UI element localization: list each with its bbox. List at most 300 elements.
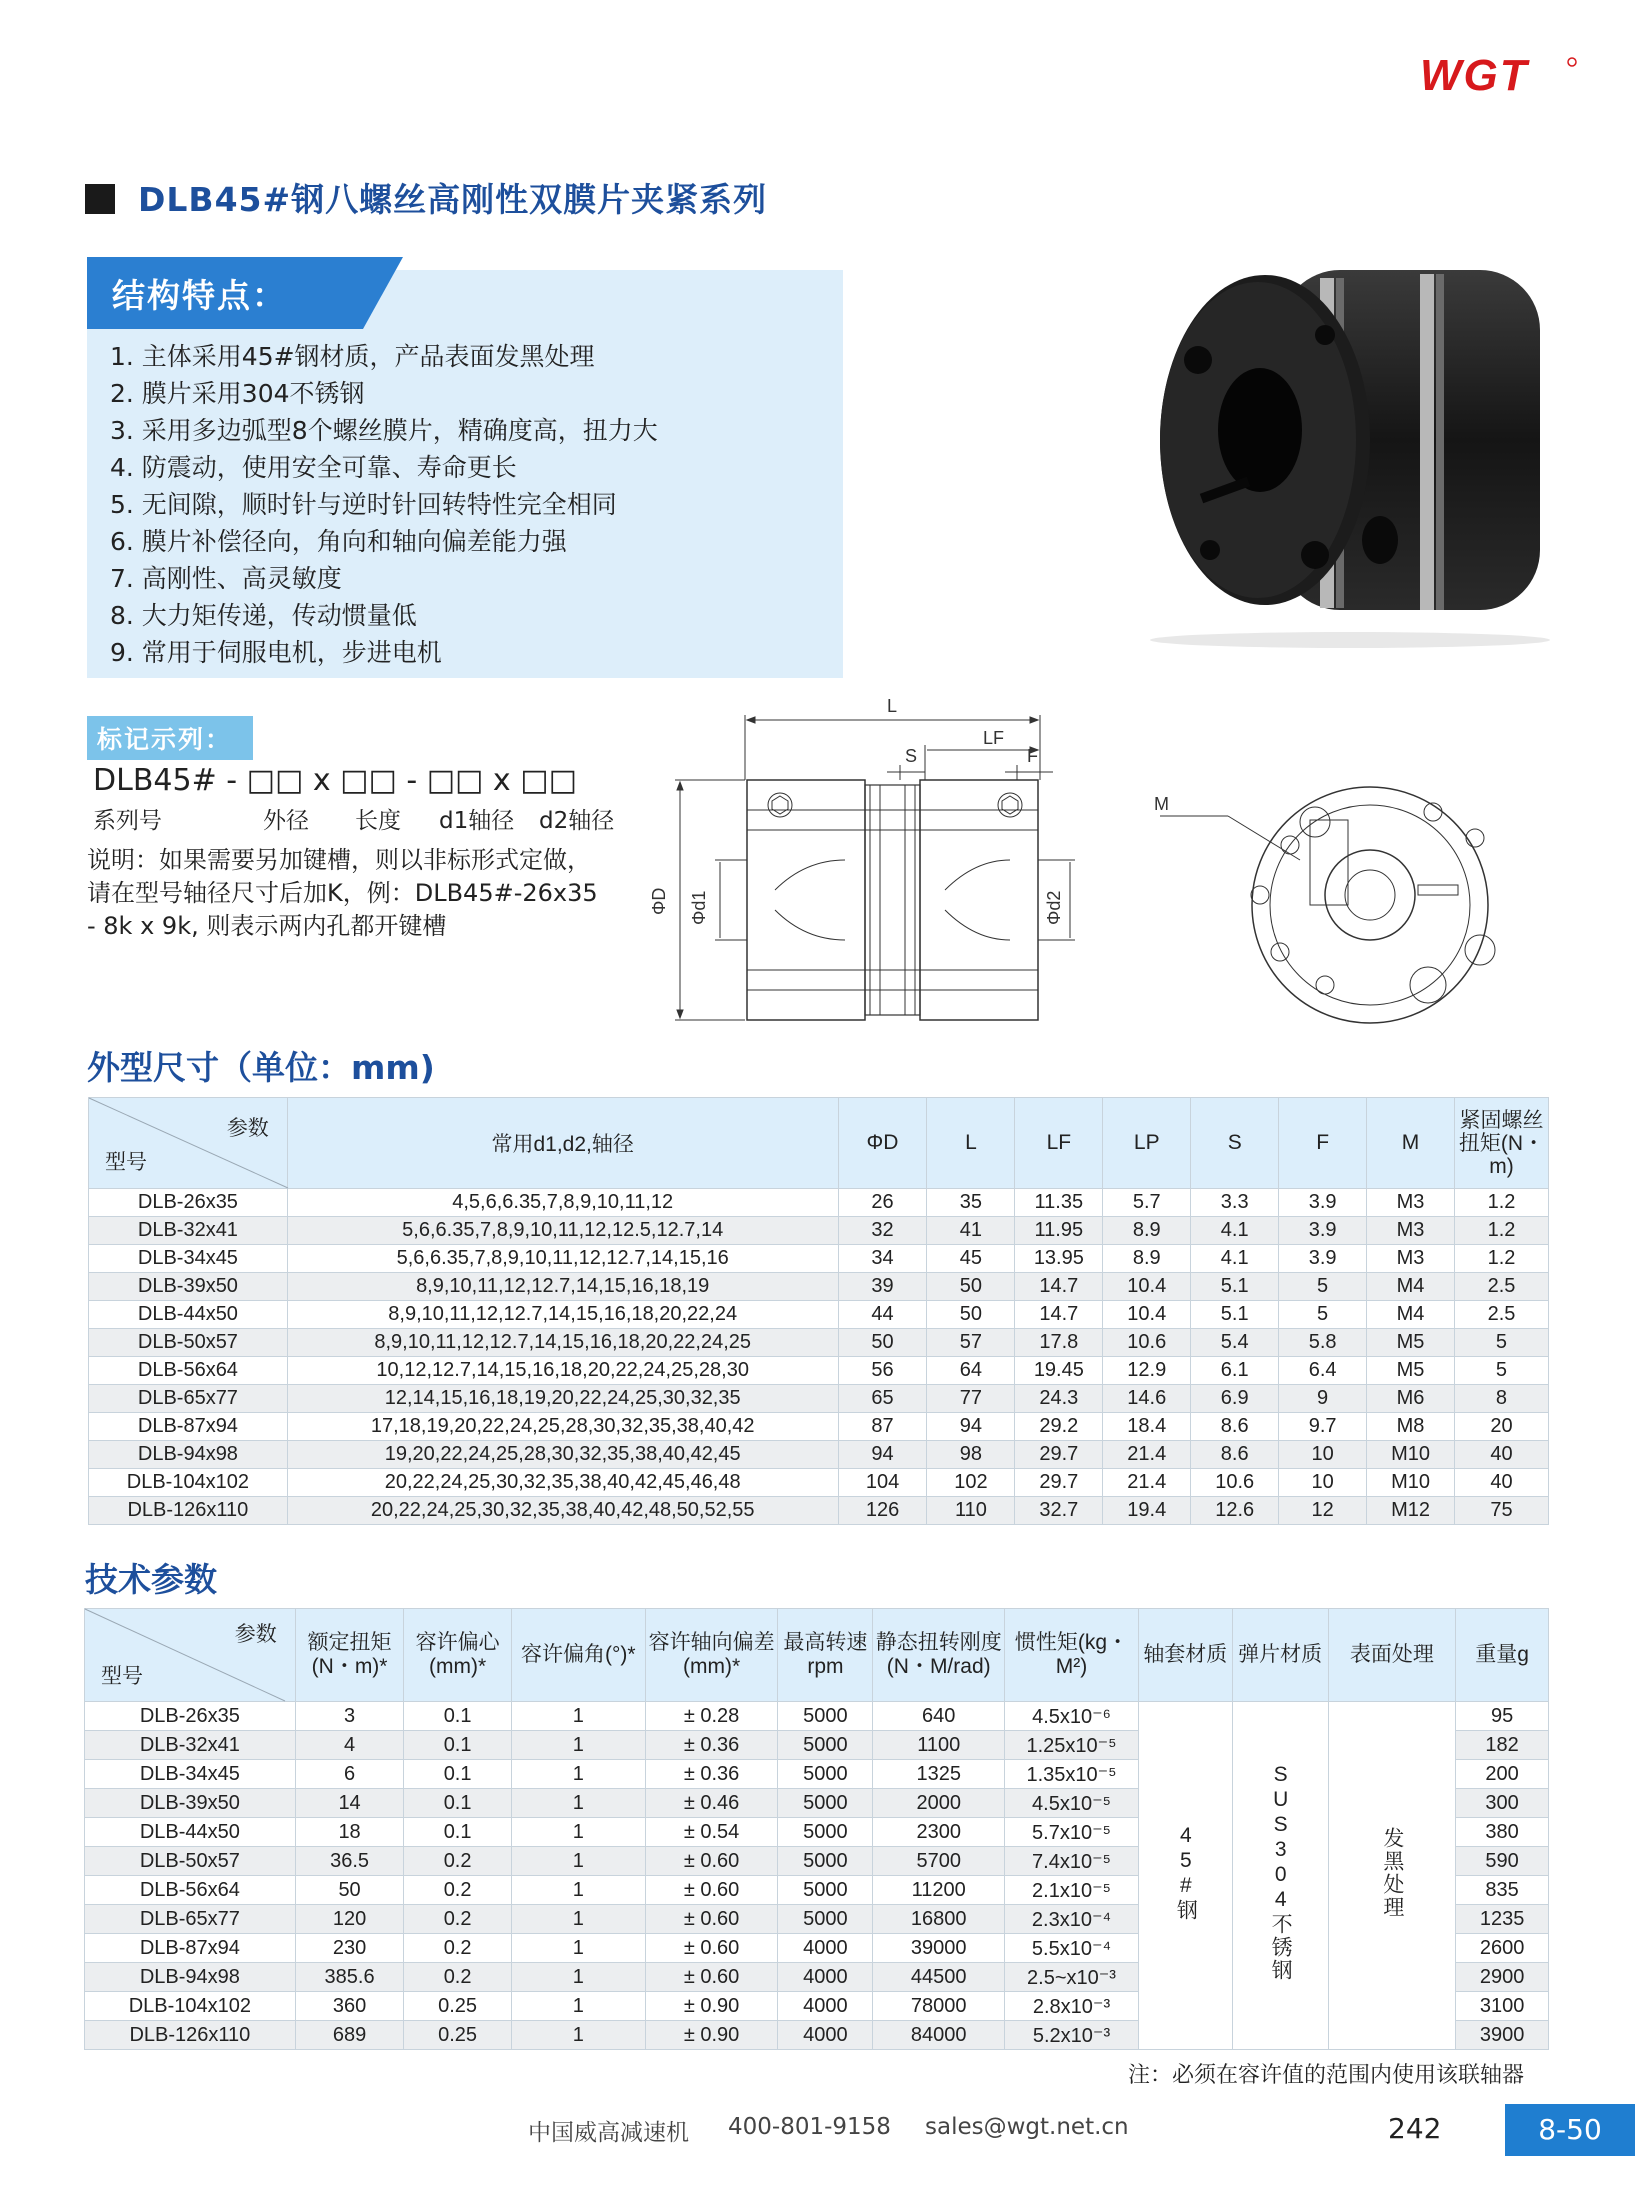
title-marker [85,184,115,214]
table-cell: 26 [838,1189,927,1217]
table-row [89,1441,1549,1469]
table-cell: 45 [927,1245,1015,1273]
table-row [89,1329,1549,1357]
table-cell: 5000 [778,1731,873,1760]
table-cell: 2.1x10⁻⁵ [1005,1876,1139,1905]
col-header: 容许轴向偏差(mm)* [645,1609,778,1702]
table-row [89,1273,1549,1301]
table-cell: 5000 [778,1847,873,1876]
table-cell: 87 [838,1413,927,1441]
corner-model: 型号 [105,1151,147,1174]
tech-table-body [85,1702,1549,2050]
feature-item: 5. 无间隙，顺时针与逆时针回转特性完全相同 [110,490,617,519]
table-cell: 11200 [873,1876,1005,1905]
col-header: 紧固螺丝扭矩(N・m) [1454,1098,1548,1189]
table-cell: 5.2x10⁻³ [1005,2021,1139,2050]
merged-sleeve-cell [1138,1702,1232,2050]
table-cell: M3 [1367,1245,1455,1273]
table-cell: 1 [511,1876,645,1905]
table-cell: ± 0.60 [645,1905,778,1934]
code-label: 系列号 [93,808,162,834]
table-cell: 380 [1456,1818,1549,1847]
table-cell: 5.8 [1279,1329,1367,1357]
table-cell: 2000 [873,1789,1005,1818]
table-cell: 230 [295,1934,404,1963]
table-cell: DLB-39x50 [85,1789,296,1818]
table-cell: 10.6 [1191,1469,1279,1497]
tech-corner-header [85,1609,296,1702]
table-row [89,1497,1549,1525]
table-cell: DLB-34x45 [89,1245,288,1273]
table-cell: 5 [1279,1273,1367,1301]
col-header: L [927,1098,1015,1189]
table-cell: 2.8x10⁻³ [1005,1992,1139,2021]
table-cell: 5000 [778,1702,873,1731]
table-cell: DLB-26x35 [85,1702,296,1731]
marking-heading-tag [87,716,253,760]
table-cell: 104 [838,1469,927,1497]
table-cell: 0.2 [404,1905,512,1934]
table-cell: 0.25 [404,1992,512,2021]
col-header: 容许偏心(mm)* [404,1609,512,1702]
table-cell: 5,6,6.35,7,8,9,10,11,12,12.5,12.7,14 [287,1217,838,1245]
table-cell: 6.9 [1191,1385,1279,1413]
table-cell: 4000 [778,1963,873,1992]
footer-company: 中国威高减速机 [528,2120,689,2146]
table-cell: 0.2 [404,1963,512,1992]
table-cell: 2.5~x10⁻³ [1005,1963,1139,1992]
table-cell: 5000 [778,1905,873,1934]
table-cell: 95 [1456,1702,1549,1731]
table-cell: 4000 [778,1934,873,1963]
table-cell: 10 [1279,1469,1367,1497]
table-cell: 10.4 [1103,1301,1191,1329]
dim-LF: LF [983,728,1005,748]
table-cell: 29.7 [1015,1441,1103,1469]
table-cell: 19.4 [1103,1497,1191,1525]
table-cell: 1 [511,1731,645,1760]
table-cell: 1 [511,2021,645,2050]
feature-item: 3. 采用多边弧型8个螺丝膜片，精确度高，扭力大 [110,416,658,445]
table-cell: M8 [1367,1413,1455,1441]
table-cell: 2300 [873,1818,1005,1847]
table-cell: 2.5 [1454,1301,1548,1329]
col-header: M [1367,1098,1455,1189]
table-cell: ± 0.36 [645,1760,778,1789]
feature-item: 4. 防震动，使用安全可靠、寿命更长 [110,453,517,482]
table-cell: 1 [511,1847,645,1876]
table-cell: 39000 [873,1934,1005,1963]
dim-D: ΦD [649,887,669,915]
table-cell: 300 [1456,1789,1549,1818]
table-cell: DLB-65x77 [89,1385,288,1413]
table-cell: 0.2 [404,1876,512,1905]
product-photo [1050,250,1580,650]
feature-item: 2. 膜片采用304不锈钢 [110,379,365,408]
table-cell: DLB-94x98 [89,1441,288,1469]
dims-heading: 外型尺寸（单位：mm) [87,1048,435,1087]
table-cell: 590 [1456,1847,1549,1876]
table-cell: 50 [927,1301,1015,1329]
table-cell: 8,9,10,11,12,12.7,14,15,16,18,20,22,24 [287,1301,838,1329]
table-cell: 1 [511,1992,645,2021]
table-cell: 0.2 [404,1847,512,1876]
svg-text:WGT: WGT [1420,51,1529,100]
table-cell: 21.4 [1103,1469,1191,1497]
table-cell: 17.8 [1015,1329,1103,1357]
table-cell: 4000 [778,1992,873,2021]
table-cell: DLB-104x102 [89,1469,288,1497]
table-cell: 4,5,6,6.35,7,8,9,10,11,12 [287,1189,838,1217]
table-cell: M10 [1367,1469,1455,1497]
table-cell: 3900 [1456,2021,1549,2050]
table-cell: 44 [838,1301,927,1329]
table-cell: 8.9 [1103,1217,1191,1245]
table-cell: ± 0.60 [645,1876,778,1905]
col-header: S [1191,1098,1279,1189]
corner-param: 参数 [226,1117,269,1140]
table-cell: 75 [1454,1497,1548,1525]
table-cell: M5 [1367,1329,1455,1357]
table-cell: 13.95 [1015,1245,1103,1273]
table-cell: 14 [295,1789,404,1818]
features-list [110,338,658,671]
feature-item: 7. 高刚性、高灵敏度 [110,564,342,593]
table-cell: M5 [1367,1357,1455,1385]
section-number: 8-50 [1505,2104,1635,2156]
table-cell: 7.4x10⁻⁵ [1005,1847,1139,1876]
table-cell: 3.9 [1279,1245,1367,1273]
table-cell: 8.6 [1191,1413,1279,1441]
code-label: d2轴径 [539,808,615,834]
table-cell: 10 [1279,1441,1367,1469]
table-cell: 0.1 [404,1818,512,1847]
table-cell: 20 [1454,1413,1548,1441]
feature-item: 1. 主体采用45#钢材质，产品表面发黑处理 [110,342,595,371]
col-header: 轴套材质 [1138,1609,1232,1702]
table-cell: 8,9,10,11,12,12.7,14,15,16,18,20,22,24,25 [287,1329,838,1357]
table-cell: 36.5 [295,1847,404,1876]
table-cell: DLB-34x45 [85,1760,296,1789]
table-cell: ± 0.28 [645,1702,778,1731]
feature-item: 8. 大力矩传递，传动惯量低 [110,601,417,630]
dims-table [88,1097,1549,1525]
table-cell: 12 [1279,1497,1367,1525]
table-cell: 78000 [873,1992,1005,2021]
side-view-drawing [649,690,1115,1040]
col-header: LP [1103,1098,1191,1189]
table-cell: 5.1 [1191,1301,1279,1329]
table-cell: 35 [927,1189,1015,1217]
table-cell: 64 [927,1357,1015,1385]
table-cell: 12.9 [1103,1357,1191,1385]
table-cell: 77 [927,1385,1015,1413]
table-cell: 1 [511,1760,645,1789]
table-cell: DLB-104x102 [85,1992,296,2021]
table-cell: DLB-39x50 [89,1273,288,1301]
table-cell: M10 [1367,1441,1455,1469]
table-cell: 17,18,19,20,22,24,25,28,30,32,35,38,40,42 [287,1413,838,1441]
table-cell: 29.2 [1015,1413,1103,1441]
table-cell: 182 [1456,1731,1549,1760]
table-cell: 94 [838,1441,927,1469]
table-cell: M6 [1367,1385,1455,1413]
table-cell: 8.9 [1103,1245,1191,1273]
table-cell: DLB-32x41 [89,1217,288,1245]
table-cell: 12,14,15,16,18,19,20,22,24,25,30,32,35 [287,1385,838,1413]
table-cell: 110 [927,1497,1015,1525]
table-cell: ± 0.90 [645,1992,778,2021]
table-cell: 3 [295,1702,404,1731]
dim-M: M [1154,794,1169,814]
footer-email[interactable]: sales@wgt.net.cn [925,2114,1129,2140]
table-cell: DLB-126x110 [85,2021,296,2050]
table-cell: 640 [873,1702,1005,1731]
table-cell: 6.4 [1279,1357,1367,1385]
table-cell: 29.7 [1015,1469,1103,1497]
table-cell: 14.7 [1015,1273,1103,1301]
table-cell: 41 [927,1217,1015,1245]
table-cell: 126 [838,1497,927,1525]
page-number: 242 [1388,2112,1442,2145]
table-cell: 8.6 [1191,1441,1279,1469]
table-cell: ± 0.90 [645,2021,778,2050]
footer-phone: 400-801-9158 [728,2114,891,2140]
table-cell: 40 [1454,1469,1548,1497]
table-cell: 10,12,12.7,14,15,16,18,20,22,24,25,28,30 [287,1357,838,1385]
table-cell: 39 [838,1273,927,1301]
table-cell: 56 [838,1357,927,1385]
marking-note: 说明：如果需要另加键槽，则以非标形式定做，请在型号轴径尺寸后加K，例：DLB45#-26x35 - 8k x 9k, 则表示两内孔都开键槽 [87,846,598,940]
table-cell: 5000 [778,1789,873,1818]
table-cell: DLB-56x64 [85,1876,296,1905]
table-cell: 5.7x10⁻⁵ [1005,1818,1139,1847]
table-cell: DLB-44x50 [89,1301,288,1329]
col-header: LF [1015,1098,1103,1189]
table-cell: 21.4 [1103,1441,1191,1469]
sleeve-value: 45#钢 [1174,1823,1198,1922]
marking-code-labels [93,802,653,832]
table-cell: 50 [838,1329,927,1357]
table-cell: 5.7 [1103,1189,1191,1217]
table-cell: ± 0.60 [645,1934,778,1963]
table-cell: 14.6 [1103,1385,1191,1413]
table-cell: 1.2 [1454,1189,1548,1217]
table-cell: 16800 [873,1905,1005,1934]
table-cell: 1 [511,1818,645,1847]
col-header: 弹片材质 [1232,1609,1328,1702]
col-header: 容许偏角(°)* [511,1609,645,1702]
col-header: 额定扭矩(N・m)* [295,1609,404,1702]
table-cell: ± 0.36 [645,1731,778,1760]
table-cell: 1.2 [1454,1217,1548,1245]
front-view-drawing [1140,780,1540,1040]
table-cell: 4.1 [1191,1245,1279,1273]
table-row [89,1301,1549,1329]
table-cell: 18.4 [1103,1413,1191,1441]
table-cell: 3.9 [1279,1189,1367,1217]
spring-value: SUS304不锈钢 [1269,1763,1293,1982]
feature-item: 6. 膜片补偿径向，角向和轴向偏差能力强 [110,527,567,556]
brand-logo [1420,50,1580,102]
table-cell: 5000 [778,1818,873,1847]
merged-surface-cell [1328,1702,1456,2050]
dims-table-body [89,1189,1549,1525]
table-cell: 34 [838,1245,927,1273]
table-cell: 14.7 [1015,1301,1103,1329]
table-cell: 40 [1454,1441,1548,1469]
table-cell: DLB-126x110 [89,1497,288,1525]
table-cell: 5 [1279,1301,1367,1329]
col-header: 常用d1,d2,轴径 [287,1098,838,1189]
table-cell: 32.7 [1015,1497,1103,1525]
code-label: 长度 [355,808,401,834]
table-cell: 0.1 [404,1789,512,1818]
table-cell: 1 [511,1934,645,1963]
table-cell: DLB-65x77 [85,1905,296,1934]
table-cell: 3.9 [1279,1217,1367,1245]
table-cell: 12.6 [1191,1497,1279,1525]
table-cell: 1 [511,1789,645,1818]
col-header: 表面处理 [1328,1609,1456,1702]
table-cell: 10.6 [1103,1329,1191,1357]
table-cell: 32 [838,1217,927,1245]
table-cell: 200 [1456,1760,1549,1789]
table-cell: 50 [927,1273,1015,1301]
table-cell: 8,9,10,11,12,12.7,14,15,16,18,19 [287,1273,838,1301]
table-cell: 0.2 [404,1934,512,1963]
tech-table [84,1608,1549,2050]
col-header: ΦD [838,1098,927,1189]
marking-heading: 标记示列： [97,725,233,754]
table-cell: 24.3 [1015,1385,1103,1413]
table-cell: 120 [295,1905,404,1934]
table-row [85,1702,1549,1731]
table-cell: 2600 [1456,1934,1549,1963]
table-cell: 0.1 [404,1731,512,1760]
table-cell: 84000 [873,2021,1005,2050]
table-cell: DLB-87x94 [89,1413,288,1441]
table-cell: DLB-94x98 [85,1963,296,1992]
table-cell: 6.1 [1191,1357,1279,1385]
table-cell: ± 0.60 [645,1963,778,1992]
table-cell: 102 [927,1469,1015,1497]
table-cell: 4000 [778,2021,873,2050]
table-cell: 98 [927,1441,1015,1469]
table-cell: 65 [838,1385,927,1413]
table-cell: 10.4 [1103,1273,1191,1301]
table-cell: DLB-50x57 [85,1847,296,1876]
tech-heading: 技术参数 [85,1560,217,1599]
table-cell: DLB-56x64 [89,1357,288,1385]
table-row [89,1357,1549,1385]
table-cell: 1 [511,1905,645,1934]
table-cell: 5,6,6.35,7,8,9,10,11,12,12.7,14,15,16 [287,1245,838,1273]
table-row [89,1469,1549,1497]
table-cell: DLB-44x50 [85,1818,296,1847]
table-cell: 360 [295,1992,404,2021]
table-cell: 4.5x10⁻⁶ [1005,1702,1139,1731]
table-cell: 3100 [1456,1992,1549,2021]
table-cell: 18 [295,1818,404,1847]
table-cell: 385.6 [295,1963,404,1992]
dims-corner-header [89,1098,288,1189]
feature-item: 9. 常用于伺服电机，步进电机 [110,638,442,667]
table-cell: ± 0.46 [645,1789,778,1818]
table-cell: 2900 [1456,1963,1549,1992]
marking-code: DLB45# - □□ x □□ - □□ x □□ [93,763,577,798]
table-cell: 1100 [873,1731,1005,1760]
table-cell: 5.4 [1191,1329,1279,1357]
col-header: F [1279,1098,1367,1189]
table-cell: M3 [1367,1217,1455,1245]
table-cell: 8 [1454,1385,1548,1413]
table-cell: 44500 [873,1963,1005,1992]
table-cell: 11.35 [1015,1189,1103,1217]
table-cell: ± 0.54 [645,1818,778,1847]
table-cell: 0.25 [404,2021,512,2050]
dim-L: L [887,696,898,716]
table-cell: 1.2 [1454,1245,1548,1273]
table-cell: 9.7 [1279,1413,1367,1441]
dim-d1: Φd1 [689,890,709,925]
table-row [89,1413,1549,1441]
table-cell: M4 [1367,1301,1455,1329]
table-cell: DLB-26x35 [89,1189,288,1217]
code-label: 外径 [263,808,309,834]
table-row [89,1385,1549,1413]
table-cell: 0.1 [404,1760,512,1789]
table-cell: 19,20,22,24,25,28,30,32,35,38,40,42,45 [287,1441,838,1469]
dim-d2: Φd2 [1044,890,1064,925]
table-cell: 3.3 [1191,1189,1279,1217]
table-cell: 57 [927,1329,1015,1357]
table-cell: 1235 [1456,1905,1549,1934]
table-cell: 6 [295,1760,404,1789]
merged-spring-cell [1232,1702,1328,2050]
table-cell: 19.45 [1015,1357,1103,1385]
table-cell: 5700 [873,1847,1005,1876]
table-row [89,1245,1549,1273]
surface-value: 发黑处理 [1380,1826,1404,1919]
dim-S: S [905,746,918,766]
code-label: d1轴径 [439,808,515,834]
usage-note: 注：必须在容许值的范围内使用该联轴器 [1128,2063,1525,2088]
table-row [89,1189,1549,1217]
table-cell: 835 [1456,1876,1549,1905]
table-cell: 5 [1454,1357,1548,1385]
col-header: 重量g [1456,1609,1549,1702]
col-header: 最高转速rpm [778,1609,873,1702]
corner-model: 型号 [101,1665,143,1688]
table-cell: 4 [295,1731,404,1760]
table-cell: DLB-32x41 [85,1731,296,1760]
table-cell: 1 [511,1702,645,1731]
table-cell: 1.25x10⁻⁵ [1005,1731,1139,1760]
table-cell: 4.1 [1191,1217,1279,1245]
dim-F: F [1027,746,1038,766]
table-cell: M4 [1367,1273,1455,1301]
col-header: 静态扭转刚度(N・M/rad) [873,1609,1005,1702]
table-cell: ± 0.60 [645,1847,778,1876]
table-cell: 5.1 [1191,1273,1279,1301]
table-cell: DLB-50x57 [89,1329,288,1357]
table-row [89,1217,1549,1245]
table-cell: 5000 [778,1760,873,1789]
table-cell: 5.5x10⁻⁴ [1005,1934,1139,1963]
col-header: 惯性矩(kg・M²) [1005,1609,1139,1702]
table-cell: 1 [511,1963,645,1992]
